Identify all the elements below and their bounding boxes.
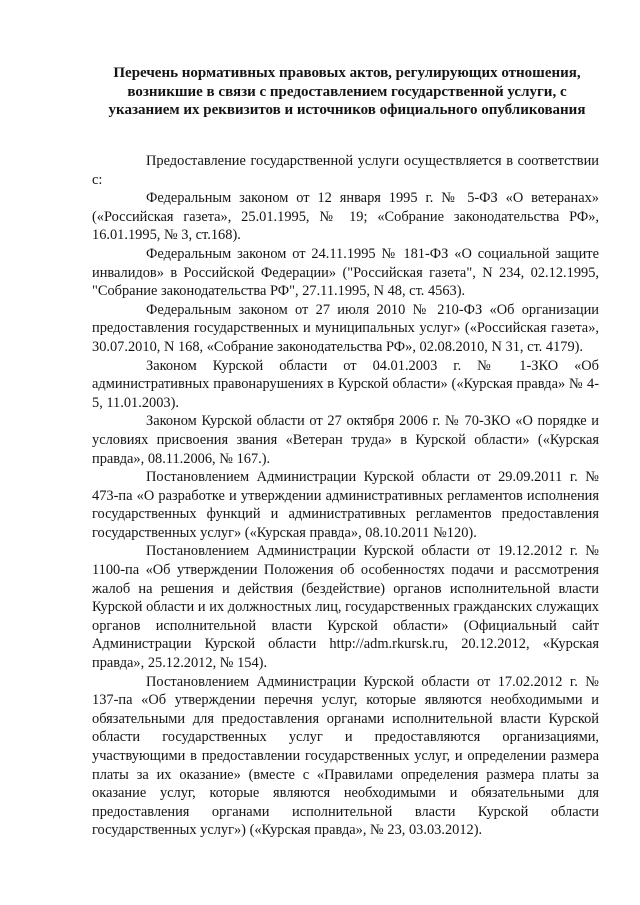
act-paragraph: Федеральным законом от 12 января 1995 г. № 5-ФЗ «О ветеранах» («Российская газета», 25.01.1995, № 19; «Собрание законодательства РФ», 16.01.1995, № 3, ст.168). bbox=[92, 190, 599, 244]
document-body bbox=[92, 152, 599, 840]
act-paragraph: Федеральным законом от 27 июля 2010 № 210-ФЗ «Об организации предоставления государственных и муниципальных услуг» («Российская газета», 30.07.2010, N 168, «Собрание законодательства РФ», 02.08.2010, N 31, ст. 4179). bbox=[92, 301, 599, 355]
document-title: Перечень нормативных правовых актов, регулирующих отношения, возникшие в связи с предоставлением государственной услуги, с указанием их реквизитов и источников официального опубликования bbox=[108, 65, 586, 118]
act-paragraph: Постановлением Администрации Курской области от 17.02.2012 г. № 137-па «Об утверждении перечня услуг, которые являются необходимыми и обязательными для предоставления органами исполнительной власти Курской области государственных услуг и предоставляются организациями, участвующими в предоставлении государственных услуг, и определении размера платы за их оказание» (вместе с «Правилами определения размера платы за оказание услуг, которые являются необходимыми и обязательными для предоставления органами исполнительной власти Курской области государственных услуг») («Курская правда», № 23, 03.03.2012). bbox=[92, 673, 599, 839]
act-paragraph: Федеральным законом от 24.11.1995 № 181-ФЗ «О социальной защите инвалидов» в Российской Федерации» ("Российская газета", N 234, 02.12.1995, "Собрание законодательства РФ", 27.11.1995, N 48, ст. 4563). bbox=[92, 245, 599, 300]
act-paragraph: Законом Курской области от 27 октября 2006 г. № 70-ЗКО «О порядке и условиях присвоения звания «Ветеран труда» в Курской области» («Курская правда», 08.11.2006, № 167.). bbox=[92, 413, 599, 467]
act-paragraph: Постановлением Администрации Курской области от 29.09.2011 г. № 473-па «О разработке и утверждении административных регламентов исполнения государственных функций и административных регламентов предоставления государственных услуг» («Курская правда», 08.10.2011 №120). bbox=[92, 469, 599, 541]
act-paragraph: Постановлением Администрации Курской области от 19.12.2012 г. № 1100-па «Об утверждении Положения об особенностях подачи и рассмотрения жалоб на решения и действия (бездействие) органов исполнительной власти Курской области и их должностных лиц, государственных гражданских служащих органов исполнительной власти Курской области» (Официальный сайт Администрации Курской области http://adm.rkursk.ru, 20.12.2012, «Курская правда», 25.12.2012, № 154). bbox=[92, 543, 599, 672]
intro-paragraph: Предоставление государственной услуги осуществляется в соответствии с: bbox=[92, 153, 599, 188]
act-paragraph: Законом Курской области от 04.01.2003 г. № 1-ЗКО «Об административных правонарушениях в Курской области» («Курская правда» № 4-5, 11.01.2003). bbox=[92, 357, 599, 411]
